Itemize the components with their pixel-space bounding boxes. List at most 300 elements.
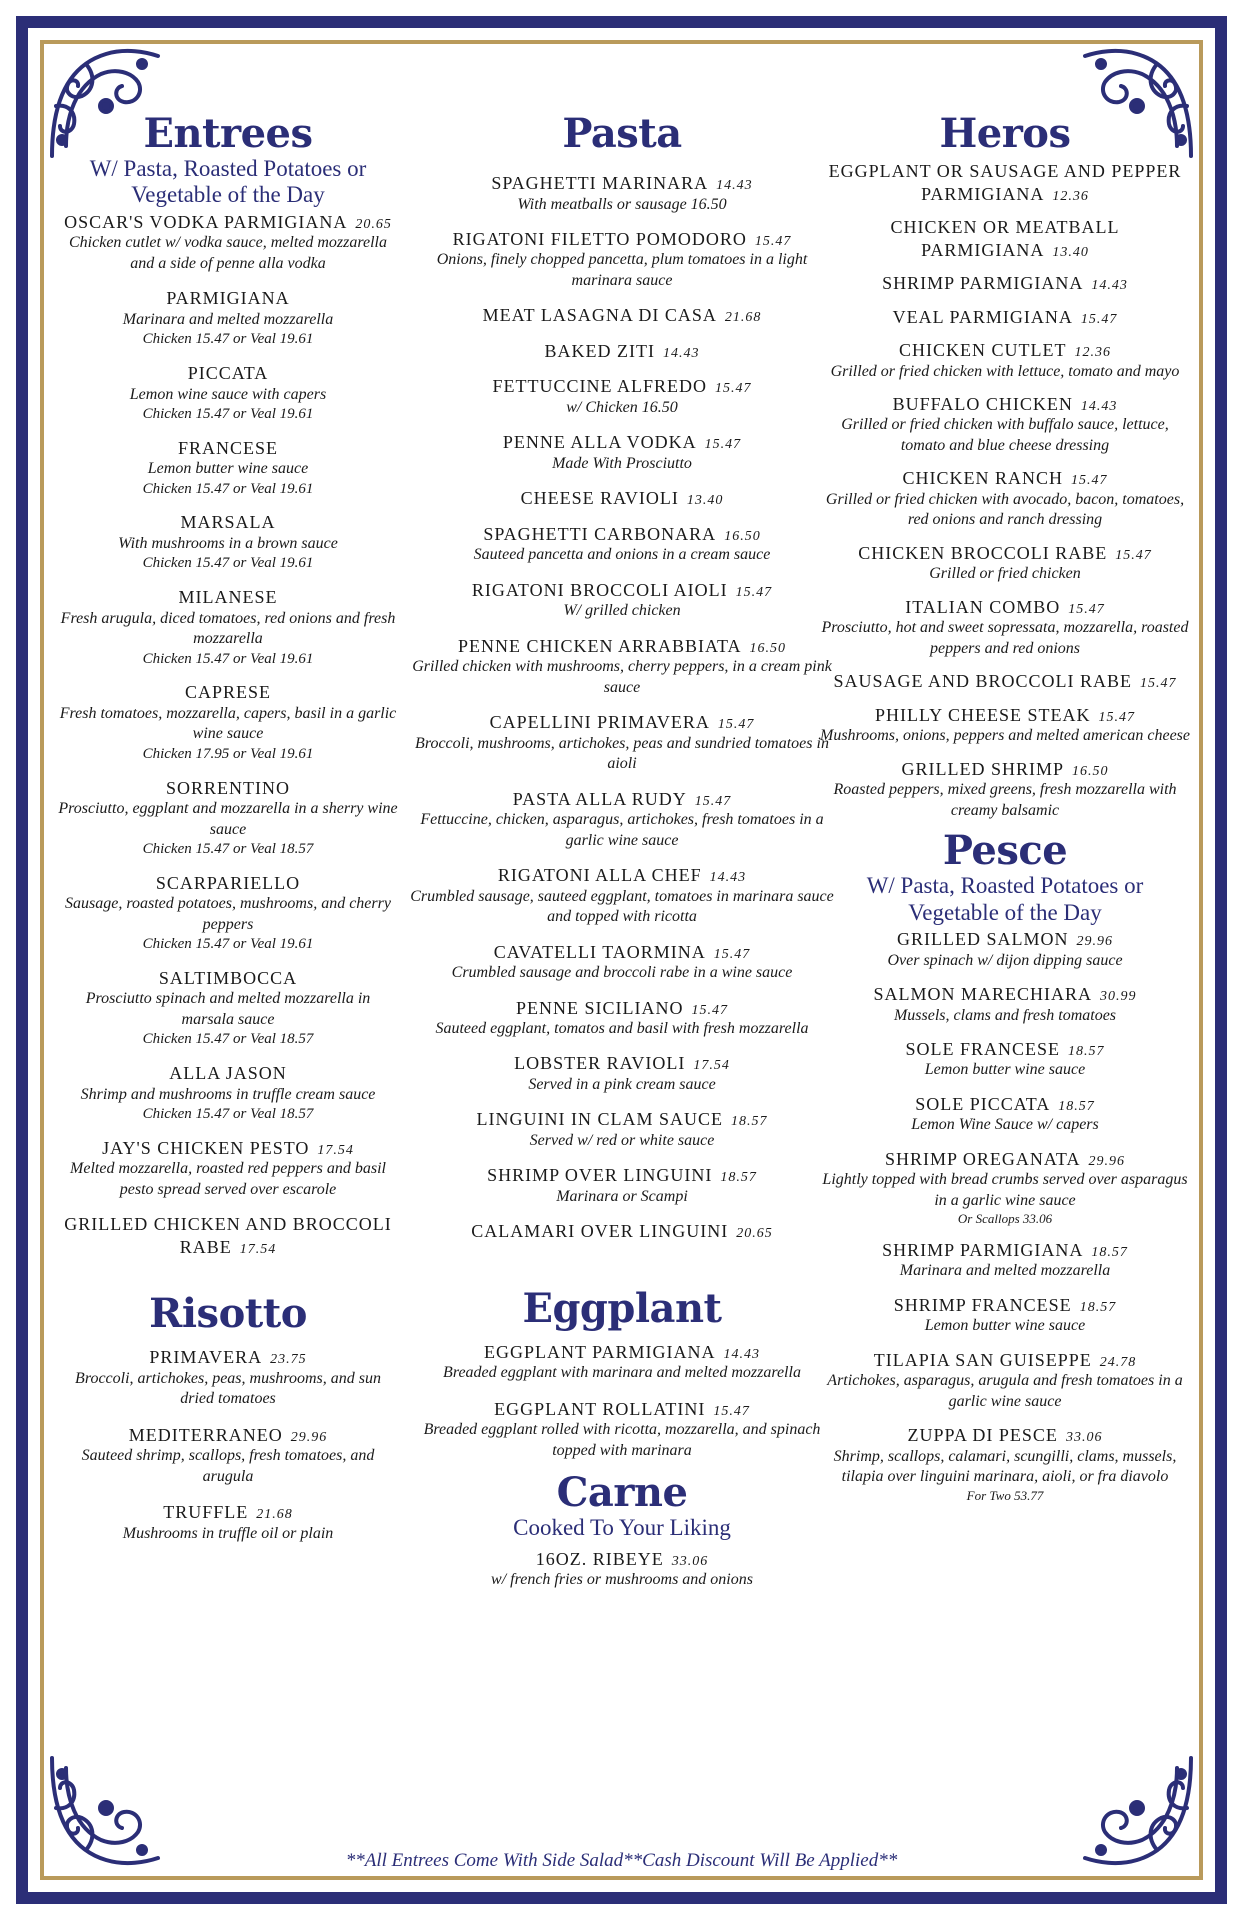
menu-item xyxy=(820,339,1190,382)
menu-item xyxy=(408,431,836,474)
menu-item xyxy=(820,306,1190,329)
menu-item-options: Chicken 15.47 or Veal 19.61 xyxy=(142,480,314,497)
menu-item xyxy=(58,1424,398,1487)
menu-item-title: OSCAR'S VODKA PARMIGIANA xyxy=(64,211,348,232)
menu-item-name xyxy=(820,216,1190,261)
menu-item xyxy=(408,864,836,927)
section-title-risotto: Risotto xyxy=(149,1290,307,1338)
menu-item-price: 15.47 xyxy=(1080,311,1118,327)
menu-item xyxy=(408,997,836,1040)
menu-item-name xyxy=(820,272,1190,295)
menu-item xyxy=(820,928,1190,971)
menu-item-title: GRILLED SALMON xyxy=(897,929,1069,950)
menu-item-title: 16OZ. RIBEYE xyxy=(535,1548,664,1569)
menu-item-price: 13.40 xyxy=(686,493,724,509)
menu-item xyxy=(58,1062,398,1124)
menu-item-title: PASTA ALLA RUDY xyxy=(512,788,687,809)
menu-item-price: 15.47 xyxy=(713,1403,750,1419)
menu-item-name xyxy=(820,1038,1190,1061)
menu-item-price: 15.47 xyxy=(704,437,742,453)
menu-item-price: 29.96 xyxy=(290,1429,328,1445)
menu-item-description: Fettuccine, chicken, asparagus, artichokes, fresh tomatoes in a garlic wine sauce xyxy=(420,811,824,849)
menu-item-name xyxy=(58,211,398,234)
menu-item-title: TRUFFLE xyxy=(163,1502,249,1523)
menu-item-title: CHICKEN RANCH xyxy=(902,468,1063,489)
menu-item xyxy=(820,160,1190,205)
menu-item-title: ZUPPA DI PESCE xyxy=(907,1425,1058,1446)
footer-note: **All Entrees Come With Side Salad**Cash Discount Will Be Applied** xyxy=(345,1850,898,1871)
menu-item-description: Breaded eggplant with marinara and melted mozzarella xyxy=(443,1364,801,1382)
menu-item-description: Lemon butter wine sauce xyxy=(924,1317,1086,1335)
menu-item-title: SALTIMBOCCA xyxy=(158,967,298,988)
menu-item-options: Chicken 15.47 or Veal 19.61 xyxy=(142,331,314,348)
menu-item-price: 14.43 xyxy=(1080,398,1118,414)
menu-item xyxy=(408,304,836,327)
menu-item-name xyxy=(408,487,836,510)
middle-column xyxy=(408,112,836,1591)
menu-item-title: BAKED ZITI xyxy=(544,340,655,361)
menu-item-name xyxy=(58,287,398,310)
menu-item-price: 16.50 xyxy=(749,640,787,656)
menu-item-title: GRILLED SHRIMP xyxy=(901,758,1064,779)
menu-item-price: 33.06 xyxy=(1065,1430,1103,1446)
menu-item xyxy=(820,272,1190,295)
menu-item-title: CAPRESE xyxy=(184,682,272,703)
menu-item-price: 18.57 xyxy=(720,1170,757,1186)
menu-item-description: Sauteed shrimp, scallops, fresh tomatoes, and arugula xyxy=(81,1447,375,1485)
menu-item-name xyxy=(408,997,836,1020)
menu-item-name xyxy=(408,228,836,251)
menu-item xyxy=(820,216,1190,261)
menu-item-price: 14.43 xyxy=(723,1346,761,1362)
menu-item xyxy=(408,579,836,622)
menu-item-title: MILANESE xyxy=(178,587,278,608)
menu-item-title: EGGPLANT ROLLATINI xyxy=(494,1398,706,1419)
menu-item-title: SALMON MARECHIARA xyxy=(873,984,1092,1004)
menu-item-description: Grilled or fried chicken with avocado, bacon, tomatoes, red onions and ranch dressing xyxy=(825,490,1185,529)
menu-item-price: 14.43 xyxy=(1091,278,1128,293)
menu-item-price: 18.57 xyxy=(730,1114,768,1130)
menu-item-title: MEAT LASAGNA DI CASA xyxy=(482,305,717,326)
menu-item-name xyxy=(58,1137,398,1160)
menu-item-description: Lightly topped with bread crumbs served over asparagus in a garlic wine sauce xyxy=(822,1171,1188,1209)
menu-item-name xyxy=(820,306,1190,329)
menu-item-description: Shrimp, scallops, calamari, scungilli, clams, mussels, tilapia over linguini marinara, aioli, or fra diavolo xyxy=(833,1447,1177,1486)
menu-item-description: Marinara and melted mozzarella xyxy=(899,1262,1111,1280)
section-title-pasta: Pasta xyxy=(562,110,682,157)
menu-item-name xyxy=(58,681,398,704)
menu-item-name xyxy=(408,172,836,195)
menu-item-description: Roasted peppers, mixed greens, fresh mozzarella with creamy balsamic xyxy=(833,781,1177,819)
menu-item-name xyxy=(820,339,1190,362)
menu-item-price: 29.96 xyxy=(1076,934,1113,950)
menu-item-name xyxy=(820,670,1190,693)
menu-item-description: Lemon butter wine sauce xyxy=(924,1061,1086,1079)
menu-item-title: MEDITERRANEO xyxy=(128,1424,283,1445)
menu-item-description: Sausage, roasted potatoes, mushrooms, and cherry peppers xyxy=(65,895,391,933)
menu-item-price: 20.65 xyxy=(736,1226,773,1242)
menu-item-name xyxy=(820,1148,1190,1171)
menu-item-description: Fresh arugula, diced tomatoes, red onions and fresh mozzarella xyxy=(60,609,396,648)
menu-item-options: Chicken 15.47 or Veal 19.61 xyxy=(142,936,314,953)
menu-item-name xyxy=(820,1349,1190,1372)
menu-item xyxy=(408,1164,836,1207)
menu-item-title: PENNE ALLA VODKA xyxy=(502,432,697,453)
menu-item xyxy=(58,1346,398,1409)
menu-item-title: PENNE CHICKEN ARRABBIATA xyxy=(457,635,742,656)
menu-item-description: Over spinach w/ dijon dipping sauce xyxy=(887,951,1123,969)
menu-item-description: Onions, finely chopped pancetta, plum tomatoes in a light marinara sauce xyxy=(436,251,808,289)
section-title-pesce: Pesce xyxy=(942,827,1068,875)
menu-item-name xyxy=(820,542,1190,565)
menu-item xyxy=(408,635,836,698)
menu-item-description: Prosciutto, eggplant and mozzarella in a sherry wine sauce xyxy=(58,800,398,838)
menu-item xyxy=(820,467,1190,530)
menu-item-title: EGGPLANT OR SAUSAGE AND PEPPER PARMIGIANA xyxy=(828,161,1182,204)
section-title-carne: Carne xyxy=(556,1469,688,1517)
menu-item xyxy=(820,1294,1190,1337)
menu-item-name xyxy=(58,1501,398,1524)
menu-item-title: SHRIMP OREGANATA xyxy=(885,1148,1081,1169)
section-subtitle-pesce: W/ Pasta, Roasted Potatoes or Vegetable of the Day xyxy=(866,873,1144,925)
menu-item-price: 12.36 xyxy=(1052,188,1089,204)
menu-item xyxy=(408,340,836,363)
menu-item-description: With mushrooms in a brown sauce xyxy=(118,534,338,552)
heros-list xyxy=(820,160,1190,821)
menu-item xyxy=(58,586,398,668)
menu-item-price: 21.68 xyxy=(256,1507,293,1523)
menu-item-options: Chicken 15.47 or Veal 19.61 xyxy=(142,555,314,572)
menu-item xyxy=(408,1398,836,1461)
menu-item-description: Lemon Wine Sauce w/ capers xyxy=(911,1116,1099,1134)
menu-item-description: Grilled or fried chicken xyxy=(929,565,1081,583)
section-title-eggplant: Eggplant xyxy=(522,1284,722,1332)
menu-item-price: 14.43 xyxy=(709,870,747,886)
menu-item-name xyxy=(820,1239,1190,1262)
menu-item xyxy=(408,1220,836,1243)
menu-item-description: Crumbled sausage, sauteed eggplant, tomatoes in marinara sauce and topped with ricotta xyxy=(410,887,834,926)
menu-item-price: 15.47 xyxy=(694,793,732,809)
menu-item-price: 17.54 xyxy=(317,1142,354,1158)
menu-item-price: 15.47 xyxy=(691,1002,728,1018)
menu-item-title: MARSALA xyxy=(180,512,276,533)
menu-item-name xyxy=(408,375,836,398)
menu-item-price: 21.68 xyxy=(724,310,762,326)
menu-item-title: PENNE SICILIANO xyxy=(516,997,684,1018)
menu-item-title: CHICKEN BROCCOLI RABE xyxy=(858,542,1108,563)
menu-item-name xyxy=(408,1108,836,1131)
menu-item-name xyxy=(820,596,1190,619)
menu-item-title: CAVATELLI TAORMINA xyxy=(493,941,706,962)
menu-item-description: Prosciutto spinach and melted mozzarella in marsala sauce xyxy=(85,990,371,1028)
menu-item xyxy=(58,681,398,763)
menu-item-price: 33.06 xyxy=(671,1553,709,1569)
risotto-list xyxy=(58,1346,398,1544)
menu-item-price: 18.57 xyxy=(1079,1299,1117,1315)
menu-item-description: Fresh tomatoes, mozzarella, capers, basil in a garlic wine sauce xyxy=(59,704,397,743)
menu-item-price: 23.75 xyxy=(270,1352,307,1368)
menu-item-description: Chicken cutlet w/ vodka sauce, melted mozzarella and a side of penne alla vodka xyxy=(69,234,387,272)
menu-item-options: Chicken 17.95 or Veal 19.61 xyxy=(142,745,314,762)
menu-item-description: W/ grilled chicken xyxy=(563,602,681,620)
menu-item-price: 15.47 xyxy=(1068,601,1105,617)
menu-item-price: 14.43 xyxy=(662,345,700,361)
menu-item-title: SHRIMP PARMIGIANA xyxy=(882,1239,1084,1260)
menu-item xyxy=(58,287,398,349)
menu-item xyxy=(820,983,1190,1026)
menu-item-name xyxy=(408,635,836,658)
menu-item xyxy=(820,1038,1190,1081)
menu-item-name xyxy=(408,1220,836,1243)
menu-item-description: Grilled chicken with mushrooms, cherry peppers, in a cream pink sauce xyxy=(412,658,832,696)
menu-item-description: Mushrooms, onions, peppers and melted american cheese xyxy=(820,727,1191,745)
menu-item-title: PARMIGIANA xyxy=(166,288,290,309)
menu-item-price: 15.47 xyxy=(754,233,792,249)
menu-item-name xyxy=(820,928,1190,951)
menu-item-title: SCARPARIELLO xyxy=(155,872,301,893)
menu-item-title: EGGPLANT PARMIGIANA xyxy=(483,1341,716,1362)
menu-item-name xyxy=(408,711,836,734)
menu-item-title: PRIMAVERA xyxy=(149,1347,263,1368)
menu-item-price: 17.54 xyxy=(239,1241,277,1257)
menu-item-description: Artichokes, asparagus, arugula and fresh tomatoes in a garlic wine sauce xyxy=(827,1372,1183,1410)
menu-item xyxy=(408,172,836,215)
menu-item-price: 29.96 xyxy=(1088,1153,1125,1169)
carne-list xyxy=(408,1548,836,1591)
menu-item-name xyxy=(58,777,398,800)
menu-item-title: SOLE FRANCESE xyxy=(905,1038,1061,1059)
menu-item-price: 15.47 xyxy=(717,717,755,733)
menu-item-title: CHICKEN CUTLET xyxy=(899,340,1067,360)
menu-item xyxy=(58,1501,398,1544)
menu-item xyxy=(58,511,398,573)
menu-item-title: LINGUINI IN CLAM SAUCE xyxy=(476,1109,723,1130)
menu-item-description: Melted mozzarella, roasted red peppers and basil pesto spread served over escarole xyxy=(70,1160,386,1198)
menu-item-description: Served in a pink cream sauce xyxy=(528,1075,716,1093)
menu-item-name xyxy=(408,941,836,964)
menu-item-price: 18.57 xyxy=(1058,1098,1095,1114)
menu-item-description: Breaded eggplant rolled with ricotta, mozzarella, and spinach topped with marinara xyxy=(423,1421,821,1459)
menu-item-name xyxy=(408,1164,836,1187)
menu-item-name xyxy=(58,511,398,534)
menu-item-title: ALLA JASON xyxy=(169,1063,287,1084)
menu-item-name xyxy=(408,1398,836,1421)
menu-item-description: w/ french fries or mushrooms and onions xyxy=(491,1571,753,1589)
menu-item-name xyxy=(408,1341,836,1364)
menu-item xyxy=(408,228,836,291)
entrees-list xyxy=(58,211,398,1258)
menu-item-name xyxy=(820,393,1190,416)
menu-item-name xyxy=(408,340,836,363)
menu-item-description: Broccoli, artichokes, peas, mushrooms, and sun dried tomatoes xyxy=(75,1369,381,1408)
menu-item xyxy=(408,1548,836,1591)
menu-item-name xyxy=(820,467,1190,490)
menu-item-title: PHILLY CHEESE STEAK xyxy=(874,704,1091,725)
menu-item-price: 18.57 xyxy=(1091,1244,1128,1260)
menu-item-title: BUFFALO CHICKEN xyxy=(892,393,1073,414)
menu-item xyxy=(408,1108,836,1151)
left-column xyxy=(58,112,398,1544)
menu-item-price: 15.47 xyxy=(1140,676,1177,692)
menu-item-title: SHRIMP PARMIGIANA xyxy=(882,273,1084,293)
menu-item xyxy=(820,1148,1190,1227)
menu-item-description: Prosciutto, hot and sweet sopressata, mozzarella, roasted peppers and red onions xyxy=(821,619,1189,657)
menu-item-title: GRILLED CHICKEN AND BROCCOLI RABE xyxy=(64,1214,392,1257)
menu-item xyxy=(820,393,1190,456)
menu-item-price: 15.47 xyxy=(1098,709,1136,725)
menu-item-title: SPAGHETTI MARINARA xyxy=(491,173,709,193)
menu-item-name xyxy=(58,1062,398,1085)
menu-item-name xyxy=(820,758,1190,781)
menu-item-description: Marinara or Scampi xyxy=(556,1187,688,1205)
menu-item-title: CALAMARI OVER LINGUINI xyxy=(471,1221,729,1242)
menu-item-price: 30.99 xyxy=(1100,989,1137,1004)
menu-item xyxy=(58,872,398,954)
menu-item-name xyxy=(408,304,836,327)
menu-item-price: 18.57 xyxy=(1068,1043,1105,1059)
menu-item-name xyxy=(58,362,398,385)
menu-item-title: SAUSAGE AND BROCCOLI RABE xyxy=(833,671,1133,692)
menu-item-title: PICCATA xyxy=(187,363,269,384)
menu-item xyxy=(408,711,836,774)
menu-item-description: Shrimp and mushrooms in truffle cream sauce xyxy=(80,1085,376,1103)
menu-item xyxy=(58,1213,398,1258)
menu-item-title: SORRENTINO xyxy=(165,777,290,798)
menu-item-title: CHEESE RAVIOLI xyxy=(520,488,679,509)
menu-item xyxy=(820,758,1190,821)
menu-item-name xyxy=(408,864,836,887)
menu-item-description: Grilled or fried chicken with buffalo sauce, lettuce, tomato and blue cheese dressing xyxy=(841,416,1169,454)
menu-item-price: 14.43 xyxy=(716,178,753,193)
section-title-heros: Heros xyxy=(939,110,1071,157)
menu-item-title: TILAPIA SAN GUISEPPE xyxy=(873,1349,1092,1370)
menu-item-price: 15.47 xyxy=(713,946,751,962)
menu-item-title: FRANCESE xyxy=(177,437,279,458)
menu-item xyxy=(408,1052,836,1095)
menu-item-price: 15.47 xyxy=(1071,473,1108,489)
menu-item-name xyxy=(408,579,836,602)
section-subtitle-carne: Cooked To Your Liking xyxy=(513,1515,731,1541)
menu-item-description: Made With Prosciutto xyxy=(552,454,692,472)
menu-item-description: Sauteed pancetta and onions in a cream sauce xyxy=(473,546,771,564)
menu-item xyxy=(408,487,836,510)
menu-item-name xyxy=(820,983,1190,1006)
menu-item-description: With meatballs or sausage 16.50 xyxy=(517,195,727,213)
menu-item xyxy=(820,670,1190,693)
menu-item-options: Chicken 15.47 or Veal 18.57 xyxy=(142,1031,314,1048)
menu-item xyxy=(408,941,836,984)
menu-item-title: CAPELLINI PRIMAVERA xyxy=(489,712,710,733)
menu-item xyxy=(820,1093,1190,1136)
menu-item-extra: For Two 53.77 xyxy=(966,1487,1044,1503)
menu-item-name xyxy=(408,1548,836,1571)
menu-item xyxy=(820,1239,1190,1282)
menu-item xyxy=(58,362,398,424)
menu-item-name xyxy=(820,160,1190,205)
menu-item xyxy=(58,211,398,274)
menu-item-name xyxy=(58,967,398,990)
menu-item-description: Mushrooms in truffle oil or plain xyxy=(122,1524,334,1542)
menu-item-name xyxy=(820,1093,1190,1116)
menu-item-title: RIGATONI ALLA CHEF xyxy=(497,865,702,886)
menu-item-extra: Or Scallops 33.06 xyxy=(957,1211,1053,1227)
menu-item-title: SHRIMP OVER LINGUINI xyxy=(487,1165,713,1186)
menu-item-price: 12.36 xyxy=(1074,345,1111,360)
menu-item-name xyxy=(58,1213,398,1258)
menu-item xyxy=(58,1137,398,1200)
menu-item-price: 13.40 xyxy=(1052,244,1089,260)
menu-item-name xyxy=(408,1052,836,1075)
eggplant-list xyxy=(408,1341,836,1461)
menu-item xyxy=(408,1341,836,1384)
menu-item-description: Grilled or fried chicken with lettuce, tomato and mayo xyxy=(830,362,1180,380)
menu-item xyxy=(820,596,1190,659)
menu-item-description: Lemon wine sauce with capers xyxy=(129,385,327,403)
menu-item-description: Marinara and melted mozzarella xyxy=(122,310,334,328)
menu-item-description: w/ Chicken 16.50 xyxy=(566,398,678,416)
menu-item-name xyxy=(820,1294,1190,1317)
menu-item-price: 16.50 xyxy=(724,528,761,544)
menu-item-title: VEAL PARMIGIANA xyxy=(892,306,1073,327)
menu-item-title: CHICKEN OR MEATBALL PARMIGIANA xyxy=(890,217,1120,260)
menu-item-options: Chicken 15.47 or Veal 19.61 xyxy=(142,406,314,422)
menu-item-name xyxy=(408,523,836,546)
menu-item-title: JAY'S CHICKEN PESTO xyxy=(102,1137,310,1158)
menu-item-name xyxy=(408,431,836,454)
menu-item-title: SPAGHETTI CARBONARA xyxy=(483,523,717,544)
menu-item xyxy=(58,967,398,1049)
menu-item-description: Crumbled sausage and broccoli rabe in a wine sauce xyxy=(451,964,793,982)
menu-item-description: Lemon butter wine sauce xyxy=(147,460,309,478)
section-title-entrees: Entrees xyxy=(143,110,313,157)
menu-item-price: 15.47 xyxy=(735,584,773,600)
menu-item xyxy=(820,542,1190,585)
menu-item xyxy=(820,1349,1190,1412)
menu-item xyxy=(820,1424,1190,1503)
menu-item-title: RIGATONI FILETTO POMODORO xyxy=(452,228,747,249)
menu-item-name xyxy=(820,1424,1190,1447)
menu-item-price: 20.65 xyxy=(355,216,392,232)
menu-item-description: Broccoli, mushrooms, artichokes, peas and sundried tomatoes in aioli xyxy=(415,734,829,773)
menu-item xyxy=(58,437,398,499)
menu-item xyxy=(820,704,1190,747)
menu-item-description: Mussels, clams and fresh tomatoes xyxy=(893,1006,1117,1024)
menu-item-name xyxy=(408,788,836,811)
menu-item-options: Chicken 15.47 or Veal 18.57 xyxy=(142,1106,314,1123)
right-column xyxy=(820,112,1190,1503)
menu-item-title: LOBSTER RAVIOLI xyxy=(514,1053,686,1074)
menu-item-description: Served w/ red or white sauce xyxy=(529,1131,715,1149)
menu-item-name xyxy=(58,437,398,460)
menu-item-name xyxy=(58,1346,398,1369)
menu-item-name xyxy=(58,1424,398,1447)
menu-item-price: 15.47 xyxy=(1115,547,1152,563)
menu-item xyxy=(408,375,836,418)
menu-item-price: 16.50 xyxy=(1072,763,1109,779)
pesce-list xyxy=(820,928,1190,1503)
menu-item-title: SHRIMP FRANCESE xyxy=(893,1294,1072,1315)
section-subtitle-entrees: W/ Pasta, Roasted Potatoes or Vegetable of the Day xyxy=(89,156,367,208)
menu-item xyxy=(408,523,836,566)
menu-item-title: ITALIAN COMBO xyxy=(905,596,1061,617)
menu-item-options: Chicken 15.47 or Veal 18.57 xyxy=(142,841,314,857)
menu-item-name xyxy=(58,872,398,895)
menu-item-title: FETTUCCINE ALFREDO xyxy=(492,376,707,397)
pasta-list xyxy=(408,172,836,1243)
menu-item-price: 24.78 xyxy=(1099,1354,1137,1370)
menu-item-title: RIGATONI BROCCOLI AIOLI xyxy=(471,579,728,600)
menu-item-options: Chicken 15.47 or Veal 19.61 xyxy=(142,650,314,667)
